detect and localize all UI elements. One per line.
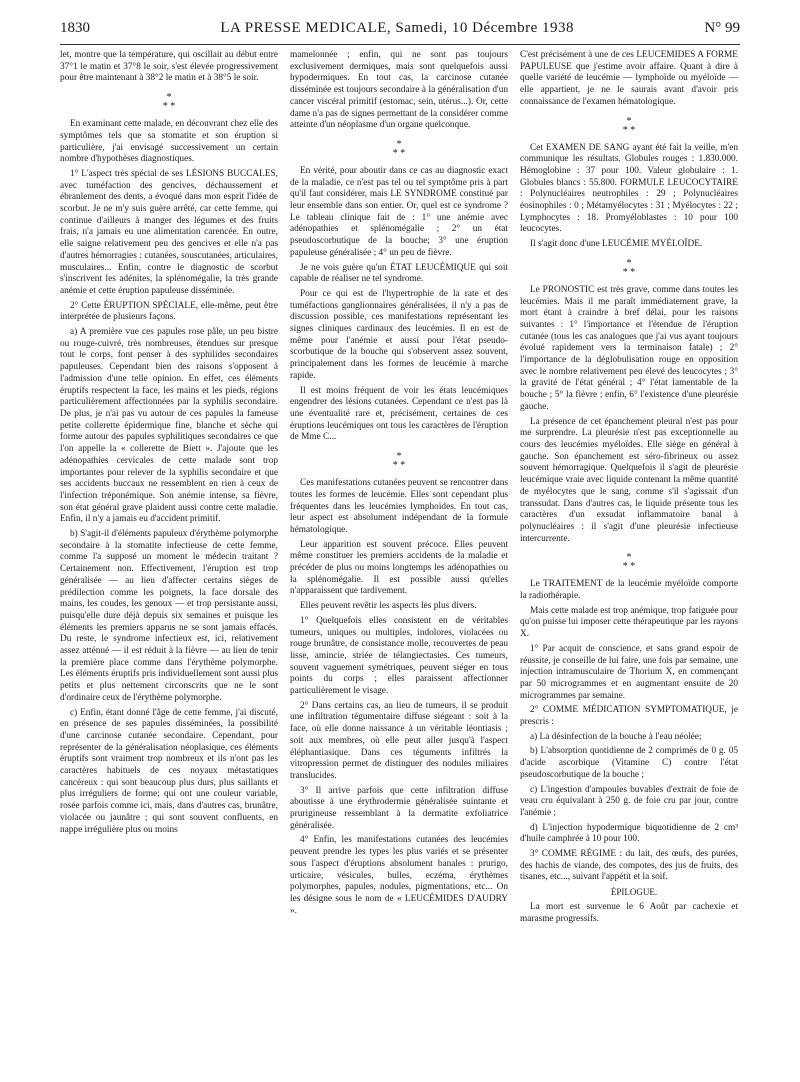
paragraph: En examinant cette malade, en découvrant chez elle des symptômes tels que sa stomatite et son éruption si particulière, j'ai envisagé successivement un certain nombre d'hypothèses diagnostiques. [60,119,278,165]
paragraph: Il est moins fréquent de voir les états leucémiques engendrer des lésions cutanées. Cependant ce n'est pas là une éventualité rare et, précisément, certaines de ces éruptions leucémiques ont tous les caractères de l'éruption de Mme C... [290,385,508,443]
paragraph: Je ne vois guère qu'un ÉTAT LEUCÉMIQUE qui soit capable de réaliser ne tel syndrome. [290,262,508,285]
text-columns [60,50,740,1070]
page-year: 1830 [60,20,90,36]
section-separator: * * * [392,138,406,159]
section-heading: ÉPILOGUE. [610,887,658,898]
paragraph: La présence de cet épanchement pleural n'est pas pour me surprendre. La pleurésie n'est pas exceptionnelle au cours des leucémies myéloïdes. Elle siège en général à gauche. Son épanchement est séro-fibrineux ou assez souvent hémorragique. Quelquefois il s'agit de pleurésie leucémique vraie avec liquide contenant la même quantité de myélocytes que le sang, comme s'il s'agissait d'un transsudat. Dans d'autres cas, le liquide présente tous les caractères d'un exsudat inflammatoire banal à polynucléaires : il s'agit d'une pleurésie infectieuse intercurrente. [520,416,738,544]
paragraph: b) S'agit-il d'éléments papuleux d'érythème polymorphe secondaire à la stomatite infectieuse de cette femme, comme l'a supposé un moment le médecin traitant ? Certainement non. Effectivement, l'éruption est trop généralisée — au lieu d'affecter certains sièges de prédilection comme les poignets, la face dorsale des mains, les coudes, les genoux — et trop persistante aussi, puisqu'elle dure déjà depuis six semaines et puisque les éléments les premiers apparus ne se sont jamais effacés. Du reste, le syndrome infectieux est, ici, relativement assez atténué — il est réduit à la fièvre — au lieu de tenir la première place comme dans l'érythème polymorphe. Les éléments éruptifs pris individuellement sont aussi plus petits et plus nettement circonscrits que ne le sont d'ordinaire ceux de l'érythème polymorphe. [60,529,278,703]
paragraph: C'est précisément à une de ces LEUCÉMIDES A FORME PAPULEUSE que j'estime avoir affaire. Quant à dire à quelle variété de leucémie — lymphoïde ou myéloïde — elle appartient, je ne le saurais avant d'avoir pris connaissance de l'examen hématologique. [520,50,738,107]
paragraph: Le TRAITEMENT de la leucémie myéloïde comporte la radiothérapie. [520,579,738,602]
paragraph: a) La désinfection de la bouche à l'eau néolée; [530,731,702,742]
paragraph: Pour ce qui est de l'hypertrophie de la rate et des tuméfactions ganglionnaires généralisées, il n'y a pas de discussion possible, ces manifestations représentant les signes cliniques cardinaux des leucémies. Il en est de même pour l'anémie et aussi pour l'état pseudo-scorbutique de la bouche qui s'observent assez souvent, principalement dans les formes de leucémie à marche rapide. [290,288,508,381]
paragraph: La mort est survenue le 6 Août par cachexie et marasme progressifs. [520,901,738,924]
paragraph: 2° Dans certains cas, au lieu de tumeurs, il se produit une infiltration tégumentaire diffuse siégeant : soit à la face, où elle donne naissance à un véritable léontiasis ; soit aux membres, où elle peut aller jusqu'à l'aspect éléphantiasique. Dans ces téguments infiltrés la vitropression permet de distinguer des nodules miliaires translucides. [290,700,508,781]
paragraph: c) Enfin, étant donné l'âge de cette femme, j'ai discuté, en présence de ses papules disséminées, la possibilité d'une carcinose cutanée secondaire. Cependant, pour représenter de la généralisation néoplasique, ces éléments éruptifs sont vraiment trop nombreux et ils n'ont pas les caractères habituels de ces noyaux métastatiques cancéreux : qui sont beaucoup plus durs, plus saillants et plus irréguliers de forme; qui ont une couleur variable, rosée parfois comme ici, mais, dans d'autres cas, brunâtre, violacée ou jaunâtre ; qui sont souvent confluents, en nappe irrégulière plus ou moins [60,707,278,835]
paragraph: 4° Enfin, les manifestations cutanées des leucémies peuvent prendre les types les plus variés et se présenter sous l'aspect d'éruptions absolument banales : prurigo, urticaire, vésicules, bulles, eczéma, érythèmes polymorphes, papules, nodules, pigmentations, etc... On les désigne sous le nom de « LEUCÉMIDES D'AUDRY ». [290,835,508,916]
paragraph: let, montre que la température, qui oscillait au début entre 37°1 le matin et 37°8 le soir, s'est élevée progressivement pour être maintenant à 38°2 le matin et à 38°5 le soir. [60,50,278,84]
column-2 [290,50,508,1070]
section-separator: * * * [622,257,636,278]
section-separator: * * * [622,552,636,573]
paragraph: d) L'injection hypodermique biquotidienne de 2 cm³ d'huile camphrée à 10 pour 100. [520,822,738,845]
paragraph: Elles peuvent revêtir les aspects les plus divers. [300,601,477,612]
section-separator: * * * [162,92,176,113]
paragraph: 3° COMME RÉGIME : du lait, des œufs, des purées, des hachis de viande, des compotes, des jus de fruits, des tisanes, etc..., suivant l'appétit et la soif. [520,849,738,883]
paragraph: c) L'ingestion d'ampoules buvables d'extrait de foie de veau cru équivalant à 250 g. de foie cru par jour, contre l'anémie ; [520,784,738,818]
paragraph: 2° Cette ÉRUPTION SPÉCIALE, elle-même, peut être interprétée de plusieurs façons. [60,300,278,323]
paragraph: a) A première vue ces papules rose pâle, un peu bistre ou rouge-cuivré, très nombreuses, étendues sur presque tout le corps, font penser à des syphilides secondaires papuleuses. Cependant bien des raisons s'opposent à l'admission d'une telle opinion. En effet, ces éléments éruptifs respectent la face, les mains et les pieds, régions particulièrement affectionnées par la syphilis secondaire. De plus, je n'ai pas vu autour de ces papules la fameuse petite collerette épidermique fine, blanche et sèche qui forme autour des papules syphilitiques secondaires ce que l'on appelle la « collerette de Biett ». J'ajoute que les adénopathies cervicales de cette malade sont trop importantes pour relever de la syphilis secondaire et que ses accidents buccaux ne ressemblent en rien à ceux de l'infection tréponémique. Son anémie intense, sa fièvre, son état général grave plaident aussi contre cette maladie. Enfin, il n'y a jamais eu d'accident primitif. [60,327,278,525]
paragraph: b) L'absorption quotidienne de 2 comprimés de 0 g. 05 d'acide ascorbique (Vitamine C) contre l'état pseudoscorbutique de la bouche ; [520,746,738,780]
section-separator: * * * [392,451,406,472]
header-rule [60,44,740,45]
paragraph: Le PRONOSTIC est très grave, comme dans toutes les leucémies. Mais il me paraît immédiatement grave, la mort étant à craindre à bref délai, pour les raisons suivantes : 1° l'importance et l'étendue de l'éruption cutanée (tous les cas analogues que j'ai vus ayant toujours évolué rapidement vers la terminaison fatale) ; 2° l'importance de la déglobulisation rouge en opposition avec le nombre relativement peu élevé des leucocytes ; 3° la gravité de l'état général ; 4° l'état lamentable de la bouche ; 5° la fièvre ; enfin, 6° l'existence d'une pleurésie gauche. [520,284,738,412]
paragraph: Mais cette malade est trop anémique, trop fatiguée pour qu'on puisse lui imposer cette thérapeutique par les rayons X. [520,605,738,640]
paragraph: 1° Quelquefois elles consistent en de véritables tumeurs, uniques ou multiples, indolores, violacées ou rouge brunâtre, de consistance molle, recouvertes de peau lisse, amincie, striée de télangiectasies. Ces tumeurs, souvent vaguement symétriques, peuvent siéger en tous points du corps ; elles paraissent affectionner particulièrement le visage. [290,615,508,697]
paragraph: 2° COMME MÉDICATION SYMPTOMATIQUE, je prescris : [520,705,738,728]
page-header [60,20,740,42]
issue-number: N° 99 [704,20,740,36]
paragraph: 1° Par acquit de conscience, et sans grand espoir de réussite, je conseille de lui faire, une fois par semaine, une injection intramusculaire de Thorium X, en commençant par 50 microgrammes et en augmentant ensuite de 20 microgrammes par semaine. [520,643,738,701]
paragraph: Il s'agit donc d'une LEUCÉMIE MYÉLOÏDE. [530,239,703,250]
paragraph: mamelonnée ; enfin, qui ne sont pas toujours exclusivement dermiques, mais sont quelquefois aussi hypodermiques. En tout cas, la carcinose cutanée disséminée est toujours secondaire à la généralisation d'un cancer viscéral primitif (estomac, sein, utérus...). Or, cette dame n'a pas de signes permettant de la considérer comme atteinte d'un néoplasme d'un organe quelconque. [290,50,508,131]
paragraph: Ces manifestations cutanées peuvent se rencontrer dans toutes les formes de leucémie. Elles sont cependant plus fréquentes dans les leucémies lymphoïdes. En tout cas, leur aspect est absolument indépendant de la formule hématologique. [290,478,508,535]
paragraph: Cet EXAMEN DE SANG ayant été fait la veille, m'en communique les résultats. Globules rouges : 1.830.000. Hémoglobine : 37 pour 100. Valeur globulaire : 1. Globules blancs : 55.800. FORMULE LEUCOCYTAIRE : Polynucléaires neutrophiles : 29 ; Polynucléaires éosinophiles : 0 ; Métamyélocytes : 31 ; Myélocytes : 22 ; Lymphocytes : 18. Promyéloblastes : 10 pour 100 leucocytes. [520,142,738,235]
paragraph: 1° L'aspect très spécial de ses LÉSIONS BUCCALES, avec tuméfaction des gencives, déchaussement et ébranlement des dents, a évoqué dans mon esprit l'idée de scorbut. Je ne m'y suis guère arrêté, car cette femme, qui continue d'ailleurs à manger des légumes et des fruits frais, n'a jamais eu une alimentation carencée. En outre, elle saigne relativement peu des gencives et elle n'a pas d'autres hémorragies : cutanées, souscutanées, articulaires, musculaires... Enfin, contre le diagnostic de scorbut s'inscrivent les adénites, la splénomégalie, la très grande anémie et cette éruption papuleuse disséminée. [60,168,278,296]
paragraph: Leur apparition est souvent précoce. Elles peuvent même constituer les premiers accidents de la maladie et précéder de plus ou moins longtemps les adénopathies ou la splénomégalie. Il est possible aussi qu'elles n'apparaissent que tardivement. [290,539,508,597]
column-1 [60,50,278,1070]
section-separator: * * * [622,115,636,136]
column-3 [520,50,738,1070]
paragraph: 3° Il arrive parfois que cette infiltration diffuse aboutisse à une érythrodermie généralisée suintante et prurigineuse ressemblant à la dermatite exfoliatrice généralisée. [290,785,508,831]
paragraph: En vérité, pour aboutir dans ce cas au diagnostic exact de la maladie, ce n'est pas tel ou tel symptôme pris à part qu'il faut considérer, mais LE SYNDROME constitué par leur ensemble dans son entier. Or, quel est ce syndrome ? Le tableau clinique fait de : 1° une anémie avec adénopathies et splénomégalie ; 2° un état pseudoscorbutique de la bouche; 3° une éruption papuleuse généralisée ; 4° un peu de fièvre. [290,165,508,258]
journal-title: LA PRESSE MEDICALE, Samedi, 10 Décembre 1938 [220,20,575,36]
